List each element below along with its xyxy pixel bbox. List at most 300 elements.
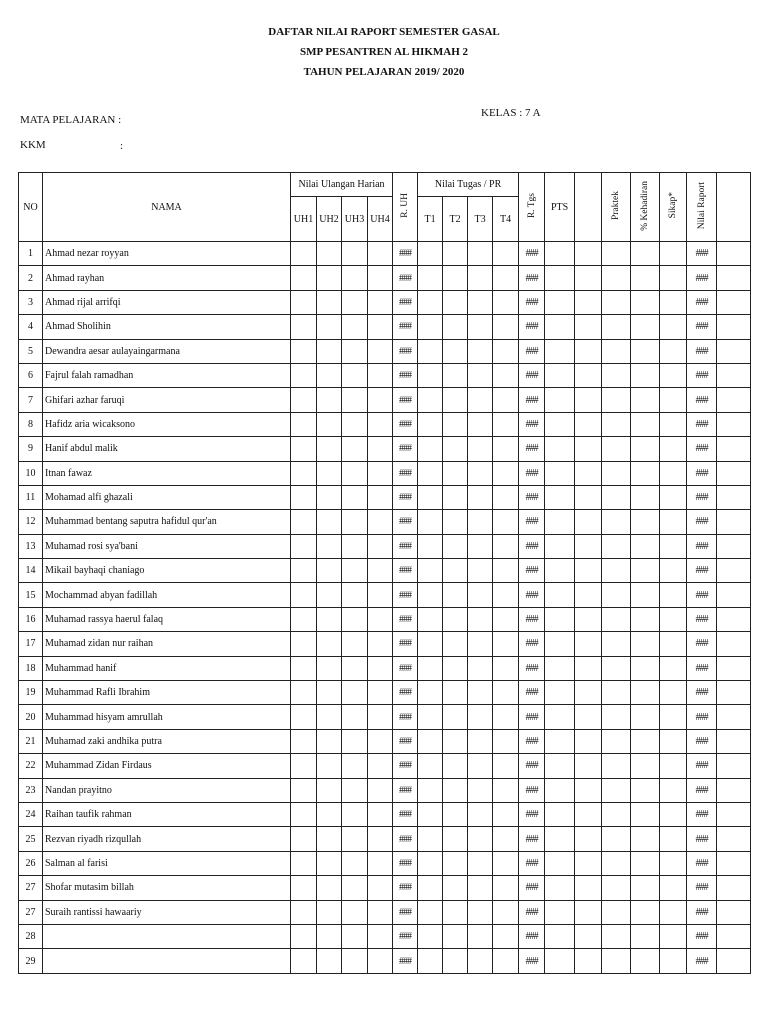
- cell-extra: [717, 924, 751, 948]
- row-no: 23: [19, 778, 43, 802]
- cell-t3: [468, 461, 493, 485]
- cell-nilai-raport: ###: [687, 949, 717, 973]
- cell-uh2: [317, 729, 342, 753]
- cell-uh4: [368, 729, 393, 753]
- cell-t1: [418, 510, 443, 534]
- cell-extra: [717, 656, 751, 680]
- cell-t2: [443, 924, 468, 948]
- cell-t4: [493, 510, 519, 534]
- cell-uh1: [291, 851, 317, 875]
- cell-uh3: [342, 754, 368, 778]
- cell-uh1: [291, 363, 317, 387]
- cell-extra: [717, 388, 751, 412]
- cell-t1: [418, 583, 443, 607]
- cell-kehadiran: [631, 485, 660, 509]
- row-nama: Hanif abdul malik: [43, 437, 291, 461]
- cell-kehadiran: [631, 583, 660, 607]
- cell-empty: [575, 681, 602, 705]
- cell-uh4: [368, 876, 393, 900]
- col-raport-header: Nilai Raport: [687, 173, 717, 242]
- cell-t1: [418, 266, 443, 290]
- cell-uh3: [342, 827, 368, 851]
- cell-r-uh: ###: [393, 559, 418, 583]
- cell-sikap: [660, 339, 687, 363]
- cell-uh3: [342, 778, 368, 802]
- cell-uh3: [342, 437, 368, 461]
- cell-nilai-raport: ###: [687, 778, 717, 802]
- cell-t3: [468, 583, 493, 607]
- cell-sikap: [660, 242, 687, 266]
- cell-uh4: [368, 485, 393, 509]
- cell-uh2: [317, 266, 342, 290]
- col-no-header: NO: [19, 173, 43, 242]
- cell-sikap: [660, 949, 687, 973]
- cell-uh1: [291, 681, 317, 705]
- cell-uh4: [368, 437, 393, 461]
- cell-t3: [468, 754, 493, 778]
- cell-r-tgs: ###: [519, 681, 545, 705]
- cell-empty: [575, 363, 602, 387]
- cell-r-tgs: ###: [519, 534, 545, 558]
- col-uh1-header: UH1: [291, 197, 317, 242]
- cell-uh1: [291, 827, 317, 851]
- cell-sikap: [660, 754, 687, 778]
- cell-t2: [443, 485, 468, 509]
- cell-t4: [493, 754, 519, 778]
- cell-uh1: [291, 242, 317, 266]
- table-row: [19, 437, 751, 461]
- cell-uh2: [317, 607, 342, 631]
- cell-r-tgs: ###: [519, 607, 545, 631]
- row-nama: Muhammad bentang saputra hafidul qur'an: [43, 510, 291, 534]
- cell-kehadiran: [631, 290, 660, 314]
- cell-nilai-raport: ###: [687, 315, 717, 339]
- cell-t4: [493, 778, 519, 802]
- cell-nilai-raport: ###: [687, 754, 717, 778]
- table-row: [19, 339, 751, 363]
- cell-uh3: [342, 485, 368, 509]
- cell-praktek: [602, 437, 631, 461]
- cell-r-tgs: ###: [519, 851, 545, 875]
- cell-sikap: [660, 900, 687, 924]
- row-no: 1: [19, 242, 43, 266]
- cell-nilai-raport: ###: [687, 290, 717, 314]
- cell-r-uh: ###: [393, 656, 418, 680]
- cell-r-uh: ###: [393, 266, 418, 290]
- cell-t4: [493, 412, 519, 436]
- cell-r-tgs: ###: [519, 510, 545, 534]
- cell-r-uh: ###: [393, 924, 418, 948]
- cell-uh4: [368, 607, 393, 631]
- cell-t4: [493, 315, 519, 339]
- cell-praktek: [602, 339, 631, 363]
- cell-t4: [493, 559, 519, 583]
- cell-t4: [493, 607, 519, 631]
- col-uh3-header: UH3: [342, 197, 368, 242]
- cell-extra: [717, 876, 751, 900]
- cell-t2: [443, 559, 468, 583]
- cell-praktek: [602, 266, 631, 290]
- header-row-1: [19, 173, 751, 197]
- table-row: [19, 583, 751, 607]
- table-row: [19, 900, 751, 924]
- cell-r-uh: ###: [393, 949, 418, 973]
- cell-uh2: [317, 315, 342, 339]
- cell-r-uh: ###: [393, 485, 418, 509]
- cell-sikap: [660, 437, 687, 461]
- cell-t3: [468, 656, 493, 680]
- table-row: [19, 363, 751, 387]
- col-uh-group-header: Nilai Ulangan Harian: [291, 173, 393, 197]
- cell-t4: [493, 827, 519, 851]
- cell-r-uh: ###: [393, 534, 418, 558]
- cell-r-uh: ###: [393, 729, 418, 753]
- cell-pts: [545, 827, 575, 851]
- cell-t2: [443, 900, 468, 924]
- cell-pts: [545, 412, 575, 436]
- cell-t2: [443, 851, 468, 875]
- table-row: [19, 290, 751, 314]
- cell-sikap: [660, 851, 687, 875]
- cell-praktek: [602, 900, 631, 924]
- cell-t1: [418, 754, 443, 778]
- cell-uh4: [368, 266, 393, 290]
- cell-nilai-raport: ###: [687, 559, 717, 583]
- table-row: [19, 656, 751, 680]
- cell-uh2: [317, 656, 342, 680]
- col-t4-header: T4: [493, 197, 519, 242]
- cell-r-tgs: ###: [519, 266, 545, 290]
- cell-t3: [468, 851, 493, 875]
- cell-uh2: [317, 851, 342, 875]
- cell-uh2: [317, 876, 342, 900]
- cell-t3: [468, 485, 493, 509]
- cell-r-tgs: ###: [519, 412, 545, 436]
- cell-uh1: [291, 339, 317, 363]
- col-t3-header: T3: [468, 197, 493, 242]
- row-no: 5: [19, 339, 43, 363]
- cell-uh1: [291, 778, 317, 802]
- cell-t2: [443, 437, 468, 461]
- cell-pts: [545, 339, 575, 363]
- cell-kehadiran: [631, 339, 660, 363]
- cell-kehadiran: [631, 705, 660, 729]
- cell-t4: [493, 681, 519, 705]
- cell-pts: [545, 656, 575, 680]
- row-no: 14: [19, 559, 43, 583]
- cell-sikap: [660, 363, 687, 387]
- cell-t1: [418, 900, 443, 924]
- cell-uh2: [317, 778, 342, 802]
- cell-t1: [418, 388, 443, 412]
- cell-pts: [545, 510, 575, 534]
- cell-uh3: [342, 583, 368, 607]
- cell-sikap: [660, 559, 687, 583]
- cell-sikap: [660, 705, 687, 729]
- cell-uh1: [291, 437, 317, 461]
- cell-r-tgs: ###: [519, 778, 545, 802]
- row-no: 27: [19, 876, 43, 900]
- row-nama: Mochammad abyan fadillah: [43, 583, 291, 607]
- row-nama: Muhammad hisyam amrullah: [43, 705, 291, 729]
- cell-extra: [717, 583, 751, 607]
- row-nama: Mikail bayhaqi chaniago: [43, 559, 291, 583]
- cell-extra: [717, 754, 751, 778]
- cell-nilai-raport: ###: [687, 510, 717, 534]
- cell-r-uh: ###: [393, 778, 418, 802]
- cell-uh1: [291, 315, 317, 339]
- row-no: 27: [19, 900, 43, 924]
- cell-uh3: [342, 607, 368, 631]
- cell-t3: [468, 778, 493, 802]
- cell-kehadiran: [631, 778, 660, 802]
- cell-t2: [443, 339, 468, 363]
- col-tugas-group-header: Nilai Tugas / PR: [418, 173, 519, 197]
- cell-t2: [443, 876, 468, 900]
- cell-uh4: [368, 290, 393, 314]
- cell-empty: [575, 705, 602, 729]
- cell-empty: [575, 924, 602, 948]
- row-nama: Itnan fawaz: [43, 461, 291, 485]
- table-row: [19, 851, 751, 875]
- cell-t3: [468, 876, 493, 900]
- cell-t3: [468, 437, 493, 461]
- cell-t2: [443, 802, 468, 826]
- cell-kehadiran: [631, 900, 660, 924]
- cell-t2: [443, 266, 468, 290]
- cell-praktek: [602, 559, 631, 583]
- cell-pts: [545, 876, 575, 900]
- cell-t4: [493, 485, 519, 509]
- cell-kehadiran: [631, 266, 660, 290]
- cell-t3: [468, 412, 493, 436]
- col-kehadiran-header: % Kehadiran: [631, 173, 660, 242]
- cell-t1: [418, 339, 443, 363]
- cell-sikap: [660, 461, 687, 485]
- cell-extra: [717, 510, 751, 534]
- cell-uh3: [342, 461, 368, 485]
- cell-sikap: [660, 876, 687, 900]
- table-row: [19, 388, 751, 412]
- cell-sikap: [660, 729, 687, 753]
- row-nama: Muhamad zidan nur raihan: [43, 632, 291, 656]
- cell-uh1: [291, 802, 317, 826]
- cell-kehadiran: [631, 412, 660, 436]
- cell-r-uh: ###: [393, 681, 418, 705]
- table-row: [19, 778, 751, 802]
- cell-t1: [418, 607, 443, 631]
- cell-extra: [717, 827, 751, 851]
- cell-t3: [468, 290, 493, 314]
- cell-pts: [545, 388, 575, 412]
- cell-uh1: [291, 656, 317, 680]
- cell-r-tgs: ###: [519, 656, 545, 680]
- cell-uh2: [317, 461, 342, 485]
- cell-uh2: [317, 924, 342, 948]
- cell-empty: [575, 656, 602, 680]
- table-row: [19, 534, 751, 558]
- cell-uh4: [368, 949, 393, 973]
- cell-extra: [717, 266, 751, 290]
- cell-t1: [418, 851, 443, 875]
- cell-r-uh: ###: [393, 315, 418, 339]
- cell-pts: [545, 485, 575, 509]
- cell-t1: [418, 778, 443, 802]
- cell-t3: [468, 242, 493, 266]
- cell-r-tgs: ###: [519, 924, 545, 948]
- row-no: 4: [19, 315, 43, 339]
- cell-r-tgs: ###: [519, 876, 545, 900]
- cell-uh4: [368, 851, 393, 875]
- cell-extra: [717, 802, 751, 826]
- cell-empty: [575, 876, 602, 900]
- cell-sikap: [660, 266, 687, 290]
- kkm-colon: :: [120, 140, 124, 152]
- cell-t1: [418, 485, 443, 509]
- cell-nilai-raport: ###: [687, 437, 717, 461]
- cell-t3: [468, 949, 493, 973]
- cell-nilai-raport: ###: [687, 632, 717, 656]
- cell-uh1: [291, 461, 317, 485]
- cell-uh2: [317, 583, 342, 607]
- row-nama: [43, 949, 291, 973]
- row-nama: Shofar mutasim billah: [43, 876, 291, 900]
- row-nama: Muhammad hanif: [43, 656, 291, 680]
- table-row: [19, 681, 751, 705]
- cell-uh1: [291, 729, 317, 753]
- cell-sikap: [660, 290, 687, 314]
- cell-sikap: [660, 632, 687, 656]
- cell-uh1: [291, 510, 317, 534]
- cell-uh3: [342, 266, 368, 290]
- cell-t4: [493, 242, 519, 266]
- cell-r-uh: ###: [393, 290, 418, 314]
- cell-uh1: [291, 559, 317, 583]
- cell-praktek: [602, 461, 631, 485]
- cell-t4: [493, 437, 519, 461]
- cell-t1: [418, 729, 443, 753]
- cell-t1: [418, 290, 443, 314]
- cell-uh2: [317, 412, 342, 436]
- row-nama: Mohamad alfi ghazali: [43, 485, 291, 509]
- cell-t2: [443, 290, 468, 314]
- cell-r-tgs: ###: [519, 315, 545, 339]
- cell-t2: [443, 681, 468, 705]
- cell-praktek: [602, 242, 631, 266]
- cell-r-tgs: ###: [519, 729, 545, 753]
- cell-kehadiran: [631, 607, 660, 631]
- cell-praktek: [602, 851, 631, 875]
- col-rtgs-header: R. Tgs: [519, 173, 545, 242]
- cell-extra: [717, 339, 751, 363]
- cell-uh3: [342, 339, 368, 363]
- cell-praktek: [602, 632, 631, 656]
- cell-pts: [545, 754, 575, 778]
- cell-t2: [443, 778, 468, 802]
- cell-r-uh: ###: [393, 363, 418, 387]
- cell-sikap: [660, 827, 687, 851]
- cell-t1: [418, 924, 443, 948]
- cell-sikap: [660, 388, 687, 412]
- cell-uh1: [291, 607, 317, 631]
- cell-uh1: [291, 388, 317, 412]
- cell-extra: [717, 461, 751, 485]
- cell-uh1: [291, 485, 317, 509]
- cell-extra: [717, 632, 751, 656]
- cell-pts: [545, 266, 575, 290]
- cell-t2: [443, 656, 468, 680]
- cell-t3: [468, 632, 493, 656]
- col-empty-header: [575, 173, 602, 242]
- cell-uh3: [342, 705, 368, 729]
- row-no: 7: [19, 388, 43, 412]
- cell-extra: [717, 315, 751, 339]
- cell-pts: [545, 583, 575, 607]
- cell-r-uh: ###: [393, 754, 418, 778]
- table-row: [19, 266, 751, 290]
- cell-t1: [418, 242, 443, 266]
- cell-uh3: [342, 632, 368, 656]
- grade-rows: [19, 242, 751, 974]
- cell-t3: [468, 705, 493, 729]
- row-no: 22: [19, 754, 43, 778]
- cell-uh3: [342, 534, 368, 558]
- cell-uh1: [291, 412, 317, 436]
- cell-r-uh: ###: [393, 437, 418, 461]
- cell-t2: [443, 461, 468, 485]
- cell-nilai-raport: ###: [687, 827, 717, 851]
- cell-praktek: [602, 388, 631, 412]
- cell-extra: [717, 851, 751, 875]
- cell-uh4: [368, 510, 393, 534]
- cell-uh3: [342, 924, 368, 948]
- cell-t3: [468, 266, 493, 290]
- cell-pts: [545, 607, 575, 631]
- col-t2-header: T2: [443, 197, 468, 242]
- cell-uh2: [317, 242, 342, 266]
- cell-uh2: [317, 705, 342, 729]
- cell-r-tgs: ###: [519, 827, 545, 851]
- row-no: 18: [19, 656, 43, 680]
- cell-uh4: [368, 315, 393, 339]
- cell-praktek: [602, 924, 631, 948]
- cell-praktek: [602, 534, 631, 558]
- cell-uh2: [317, 339, 342, 363]
- cell-uh3: [342, 949, 368, 973]
- cell-praktek: [602, 778, 631, 802]
- cell-uh4: [368, 559, 393, 583]
- row-no: 16: [19, 607, 43, 631]
- cell-sikap: [660, 681, 687, 705]
- cell-uh4: [368, 583, 393, 607]
- table-row: [19, 754, 751, 778]
- cell-t1: [418, 876, 443, 900]
- grades-table: [18, 172, 751, 974]
- row-no: 10: [19, 461, 43, 485]
- cell-extra: [717, 705, 751, 729]
- row-nama: Ahmad Sholihin: [43, 315, 291, 339]
- cell-r-uh: ###: [393, 827, 418, 851]
- cell-t2: [443, 729, 468, 753]
- cell-empty: [575, 827, 602, 851]
- cell-empty: [575, 778, 602, 802]
- cell-t1: [418, 705, 443, 729]
- cell-nilai-raport: ###: [687, 412, 717, 436]
- cell-t4: [493, 339, 519, 363]
- cell-uh1: [291, 924, 317, 948]
- cell-r-tgs: ###: [519, 290, 545, 314]
- cell-kehadiran: [631, 656, 660, 680]
